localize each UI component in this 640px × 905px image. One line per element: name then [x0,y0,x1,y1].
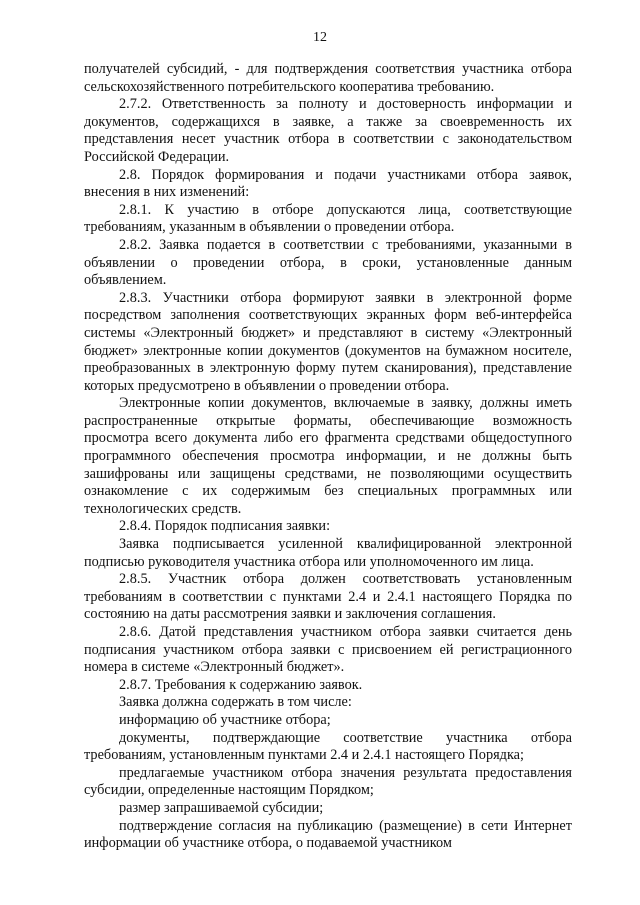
paragraph-application-contents: Заявка должна содержать в том числе: [119,694,352,711]
paragraph-signing: Заявка подписывается усиленной квалифицированной электронной подписью руководителя участника отбора или уполномоченного им лица. [84,536,572,570]
paragraph-continuation: получателей субсидий, - для подтверждения соответствия участника отбора сельскохозяйственного потребительского кооператива требованию. [84,61,572,95]
paragraph-2-8-4: 2.8.4. Порядок подписания заявки: [119,518,331,535]
paragraph-2-7-2: 2.7.2. Ответственность за полноту и достоверность информации и документов, содержащихся в заявке, а также за своевременность их представления несет участник отбора в соответствии с законодательством Российской Федерации. [84,96,572,165]
paragraph-2-8-5: 2.8.5. Участник отбора должен соответствовать установленным требованиям в соответствии с пунктами 2.4 и 2.4.1 настоящего Порядка по состоянию на даты рассмотрения заявки и заключения соглашения. [84,571,572,623]
list-item-documents: документы, подтверждающие соответствие участника отбора требованиям, установленным пунктами 2.4 и 2.4.1 настоящего Порядка; [84,729,572,764]
paragraph-2-8-2: 2.8.2. Заявка подается в соответствии с требованиями, указанными в объявлении о проведении отбора, в сроки, установленные данным объявлением. [84,236,572,289]
list-item-result-values: предлагаемые участником отбора значения результата предоставления субсидии, определенные настоящим Порядком; [84,764,572,799]
list-item-subsidy-amount: размер запрашиваемой субсидии; [119,799,324,816]
document-body [84,61,572,853]
paragraph-electronic-copies: Электронные копии документов, включаемые в заявку, должны иметь распространенные открытые форматы, обеспечивающие возможность просмотра всего документа либо его фрагмента средствами общедоступного программного обеспечения просмотра информации, и не должны быть зашифрованы или защищены средствами, не позволяющими осуществить ознакомление с их содержимым без специальных программных или технологических средств. [84,395,572,517]
list-item-participant-info: информацию об участнике отбора; [119,711,331,728]
paragraph-2-8-3: 2.8.3. Участники отбора формируют заявки в электронной форме посредством заполнения соответствующих экранных форм веб-интерфейса системы «Электронный бюджет» и представляют в систему «Электронный бюджет» электронные копии документов (документов на бумажном носителе, преобразованных в электронную форму путем сканирования), представление которых предусмотрено в объявлении о проведении отбора. [84,289,572,394]
paragraph-2-8-1: 2.8.1. К участию в отборе допускаются лица, соответствующие требованиям, указанным в объявлении о проведении отбора. [84,201,572,236]
paragraph-2-8: 2.8. Порядок формирования и подачи участниками отбора заявок, внесения в них изменений: [84,166,572,201]
paragraph-2-8-7: 2.8.7. Требования к содержанию заявок. [119,676,363,693]
page-number: 12 [313,30,327,45]
list-item-publication-consent: подтверждение согласия на публикацию (размещение) в сети Интернет информации об участнике отбора, о подаваемой участником [84,817,572,852]
paragraph-2-8-6: 2.8.6. Датой представления участником отбора заявки считается день подписания участником отбора заявки с присвоением ей регистрационного номера в системе «Электронный бюджет». [84,624,572,676]
